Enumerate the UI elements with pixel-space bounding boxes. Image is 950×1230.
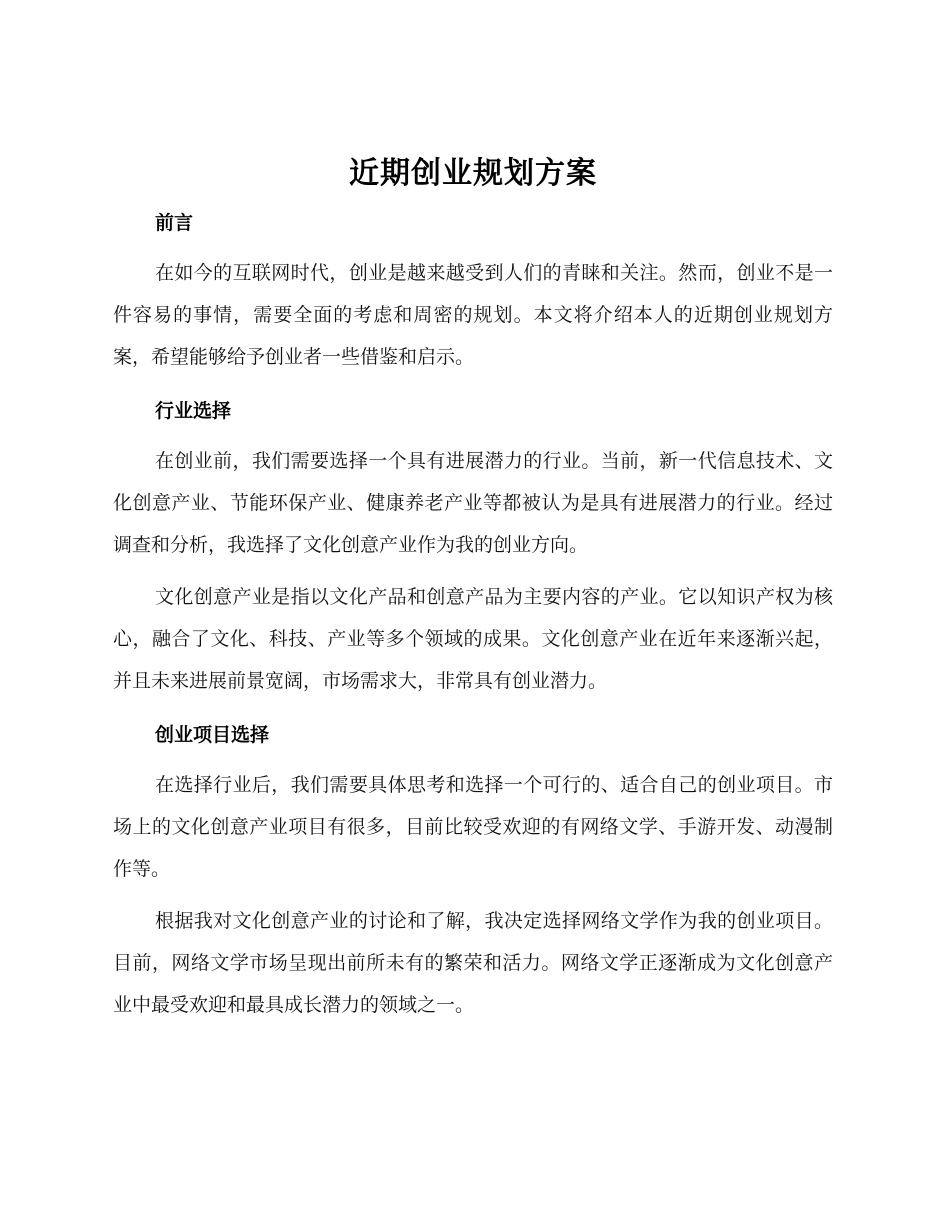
spacer [113,754,833,764]
document-page [113,148,833,1026]
section-heading-industry: 行业选择 [155,400,232,422]
paragraph: 在选择行业后，我们需要具体思考和选择一个可行的、适合自己的创业项目。市场上的文化创意产业项目有很多，目前比较受欢迎的有网络文学、手游开发、动漫制作等。 [113,774,833,880]
section-heading-preface: 前言 [155,212,194,234]
section-heading-project: 创业项目选择 [155,724,270,746]
paragraph: 文化创意产业是指以文化产品和创意产品为主要内容的产业。它以知识产权为核心，融合了文化、科技、产业等多个领域的成果。文化创意产业在近年来逐渐兴起，并且未来进展前景宽阔，市场需求大，非常具有创业潜力。 [113,586,833,692]
paragraph: 在如今的互联网时代，创业是越来越受到人们的青睐和关注。然而，创业不是一件容易的事情，需要全面的考虑和周密的规划。本文将介绍本人的近期创业规划方案，希望能够给予创业者一些借鉴和启示。 [113,262,833,368]
paragraph: 在创业前，我们需要选择一个具有进展潜力的行业。当前，新一代信息技术、文化创意产业、节能环保产业、健康养老产业等都被认为是具有进展潜力的行业。经过调查和分析，我选择了文化创意产业作为我的创业方向。 [113,450,833,556]
paragraph: 根据我对文化创意产业的讨论和了解，我决定选择网络文学作为我的创业项目。目前，网络文学市场呈现出前所未有的繁荣和活力。网络文学正逐渐成为文化创意产业中最受欢迎和最具成长潜力的领域之一。 [113,910,833,1016]
spacer [113,430,833,440]
spacer [113,890,833,900]
spacer [113,702,833,716]
spacer [113,242,833,252]
spacer [113,566,833,576]
spacer [113,378,833,392]
document-title: 近期创业规划方案 [349,156,597,191]
